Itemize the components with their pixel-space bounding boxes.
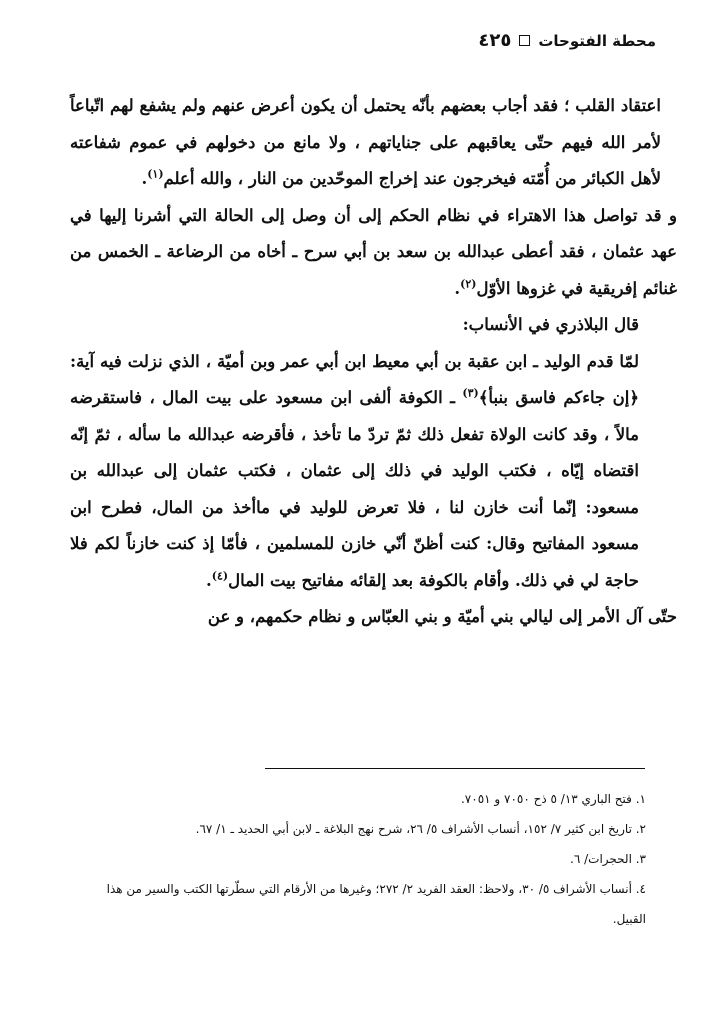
footnotes — [70, 784, 646, 934]
separator-square-icon — [519, 35, 530, 46]
paragraph-2: و قد تواصل هذا الاهتراء في نظام الحكم إلى أن وصل إلى الحالة التي أشرنا إليها في عهد عثمان ، فقد أعطى عبدالله بن سعد بن أبي سرح ـ أخاه من الرضاعة ـ الخمس من غنائم إفريقية في غزوها الأوّل$^{(٢)}$. — [70, 205, 677, 298]
footnote-divider — [265, 768, 645, 769]
main-text — [70, 88, 677, 636]
footnote-1: ١. فتح الباري ١٣/ ٥ ذح ٧٠٥٠ و ٧٠٥١. — [460, 792, 646, 806]
quote-intro: قال البلاذري في الأنساب: — [462, 315, 639, 334]
footnote-ref-3: (٣) — [462, 386, 479, 400]
footnote-ref-4: (٤) — [211, 569, 229, 582]
paragraph-1: اعتقاد القلب ؛ فقد أجاب بعضهم بأنّه يحتمل أن يكون أعرض عنهم ولم يشفع لهم اتّباعاً لأمر الله فيهم حتّى يعاقبهم على جناياتهم ، ولا مانع من دخولهم في عموم شفاعته لأهل الكبائر من أُمّته فيخرجون عند إخراج الموحّدين من النار ، والله أعلم$^{(١)}$. — [70, 96, 661, 188]
footnote-3: ٣. الحجرات/ ٦. — [570, 852, 646, 866]
footnote-ref-1: (١) — [147, 167, 164, 181]
page-header — [60, 30, 656, 51]
quote-block: لمّا قدم الوليد ـ ابن عقبة بن أبي معيط ابن أبي عمر وبن أميّة ، الذي نزلت فيه آية: ﴿إن جاءكم فاسق بنبأ﴾$^{(٣)}$ ـ الكوفة ألفى ابن مسعود على بيت المال ، فاستقرضه مالاً ، وقد كانت الولاة تفعل ذلك ثمّ تردّ ما تأخذ ، فأقرضه عبدالله ما سأله ، ثمّ إنّه اقتضاه إيّاه ، فكتب الوليد في ذلك إلى عثمان ، فكتب عثمان إلى عبدالله بن مسعود: إنّما أنت خازن لنا ، فلا تعرض للوليد في ماأخذ من المال، فطرح ابن مسعود المفاتيح وقال: كنت أظنّ أنّي خازن للمسلمين ، فأمّا إذ كنت خازناً لكم فلا حاجة لي في ذلك. وأقام بالكوفة بعد إلقائه مفاتيح بيت المال$^{(٤)}$. — [70, 351, 640, 590]
paragraph-4: حتّى آل الأمر إلى ليالي بني أميّة و بني العبّاس و نظام حكمهم، و عن — [207, 607, 677, 626]
footnote-4: ٤. أنساب الأشراف ٥/ ٣٠، ولاحظ: العقد الفريد ٢/ ٢٧٢؛ وغيرها من الأرقام التي سطّرتها الكتب والسير من هذا القبيل. — [106, 882, 646, 926]
running-title: محطة الفتوحات — [538, 31, 656, 50]
footnote-2: ٢. تاريخ ابن كثير ٧/ ١٥٢، أنساب الأشراف ٥/ ٢٦، شرح نهج البلاغة ـ لابن أبي الحديد ـ ١/ ٦٧. — [195, 822, 646, 836]
footnote-ref-2: (٢) — [460, 277, 477, 290]
page-number: ٤٢٥ — [478, 30, 512, 51]
